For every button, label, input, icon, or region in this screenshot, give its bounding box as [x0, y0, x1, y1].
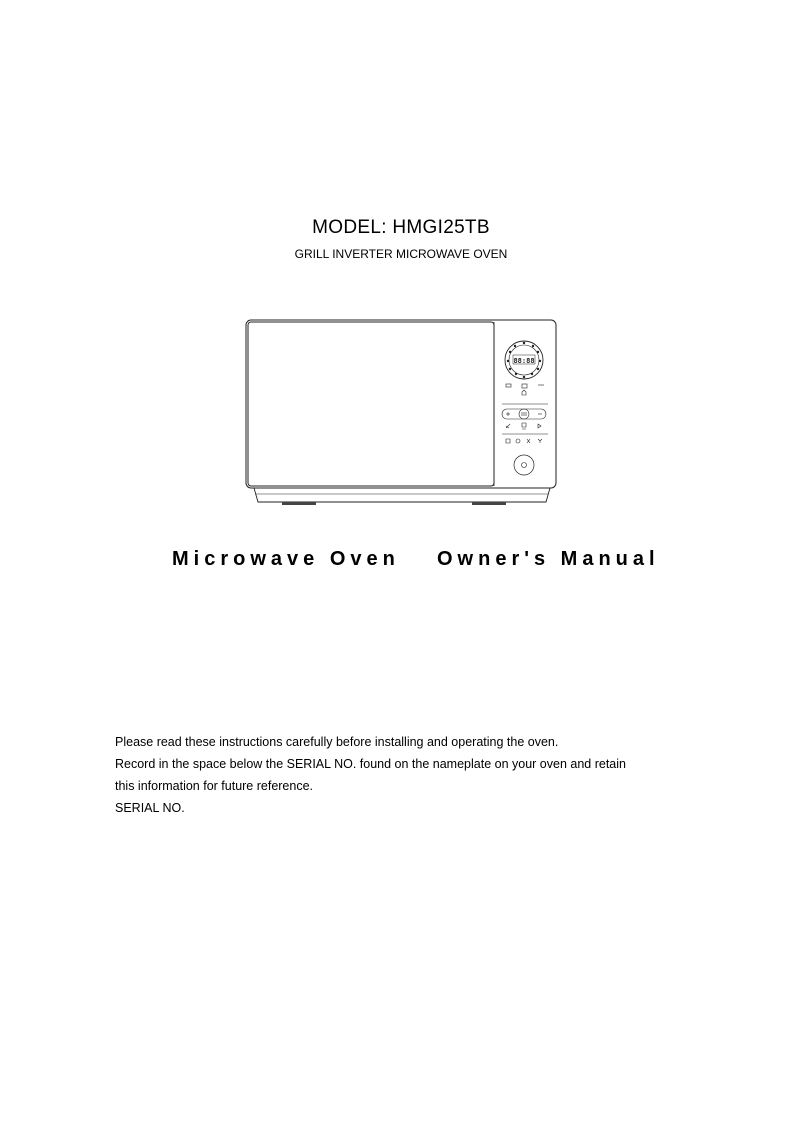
microwave-oven-illustration: [244, 318, 558, 508]
model-title: MODEL: HMGI25TB: [312, 217, 490, 238]
heading-owners-manual: Owner's Manual: [437, 548, 660, 570]
button-row-bottom: [506, 439, 542, 443]
heading-microwave-oven: Microwave Oven: [172, 548, 400, 570]
button-row-top: [506, 384, 544, 395]
button-row-mid: [506, 423, 541, 429]
display-readout: 88:88: [513, 357, 535, 365]
adjust-buttons: [502, 409, 546, 419]
control-dial: [505, 341, 543, 379]
serial-number-label: SERIAL NO.: [115, 801, 185, 815]
instruction-line-3: this information for future reference.: [115, 779, 314, 793]
oven-foot-left: [282, 502, 316, 505]
oven-base: [254, 488, 550, 502]
oven-door: [248, 322, 494, 486]
instruction-line-2: Record in the space below the SERIAL NO. found on the nameplate on your oven and retain: [115, 757, 626, 771]
instruction-line-1: Please read these instructions carefully before installing and operating the oven.: [115, 735, 559, 749]
oven-foot-right: [472, 502, 506, 505]
start-button: [514, 455, 534, 475]
product-subtitle: GRILL INVERTER MICROWAVE OVEN: [294, 247, 508, 261]
